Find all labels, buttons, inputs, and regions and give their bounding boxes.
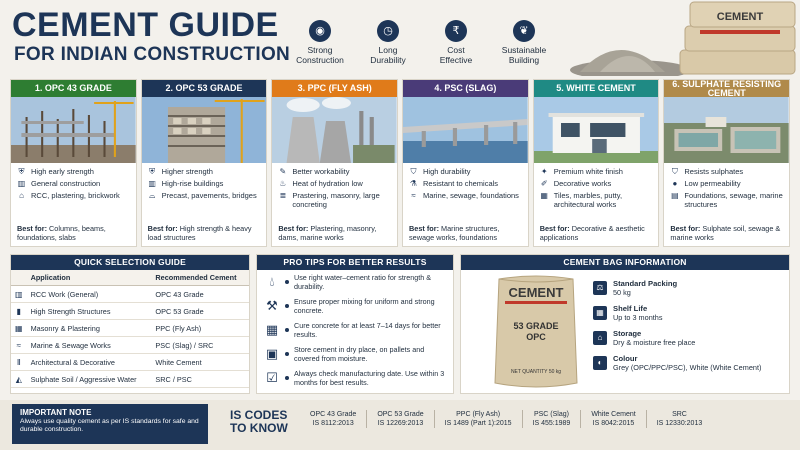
building-icon: ▥ bbox=[11, 286, 27, 303]
bridge-image bbox=[403, 97, 528, 163]
grade-card-title: 4. PSC (SLAG) bbox=[403, 80, 528, 97]
panel-title: PRO TIPS FOR BETTER RESULTS bbox=[257, 255, 453, 270]
water-drop-icon: 💧︎ bbox=[269, 274, 275, 289]
is-code-item: OPC 43 Grade IS 8112:2013 bbox=[310, 411, 357, 427]
clock-icon: ◷ bbox=[377, 20, 399, 42]
is-code-item: SRC IS 12330:2013 bbox=[646, 410, 713, 428]
calendar-icon: ▦ bbox=[265, 322, 279, 337]
table-row: Ⅱ Architectural & Decorative White Cement bbox=[11, 354, 249, 371]
table-row: ▥ RCC Work (General) OPC 43 Grade bbox=[11, 286, 249, 303]
feature-cost-effective: ₹ Cost Effective bbox=[426, 20, 486, 65]
storage-icon: ▣ bbox=[265, 346, 279, 361]
tile-icon: ▦ bbox=[540, 191, 548, 200]
tower-icon: ▮ bbox=[11, 303, 27, 320]
shield-icon: ⛉ bbox=[671, 167, 678, 176]
mixer-icon: ⚒ bbox=[266, 298, 278, 313]
bag-brand: CEMENT bbox=[508, 285, 564, 300]
flask-icon: ⚗ bbox=[409, 179, 418, 188]
best-for: Best for: Plastering, masonry, dams, marine works bbox=[278, 224, 377, 242]
building-icon: ▥ bbox=[148, 179, 156, 188]
is-code-item: PSC (Slag) IS 455:1989 bbox=[522, 410, 581, 428]
weight-icon: ⚖ bbox=[593, 281, 607, 295]
grade-card-sulphate-resisting: 6. SULPHATE RESISTING CEMENT ⛉ Resists sulphates ● Low permeability ▤ Foundations, sewage, marine structures Best for: Sulphate soil, sewage & marine works bbox=[663, 79, 790, 247]
grade-card-ppc: 3. PPC (FLY ASH) ✎ Better workability ♨ Heat of hydration low ≣ Prastering, masonry, large concreting Best for: Plastering, masonry, dams, marine works bbox=[271, 79, 398, 247]
table-row: ≈ Marine & Sewage Works PSC (Slag) / SRC bbox=[11, 337, 249, 354]
bag-info-item: ⚖ Standard Packing 50 kg bbox=[593, 279, 785, 297]
best-for: Best for: High strength & heavy load structures bbox=[147, 224, 252, 242]
bag-quantity: NET QUANTITY 50 kg bbox=[510, 369, 562, 375]
best-for: Best for: Decorative & aesthetic applications bbox=[539, 224, 645, 242]
highrise-construction-image bbox=[142, 97, 267, 163]
construction-site-image bbox=[11, 97, 136, 163]
shield-icon: ⛉ bbox=[410, 167, 417, 176]
tip-item: 💧︎ Use right water–cement ratio for strength & durability. bbox=[257, 270, 453, 294]
grade-card-title: 1. OPC 43 GRADE bbox=[11, 80, 136, 97]
grade-card-title: 2. OPC 53 GRADE bbox=[142, 80, 267, 97]
feature-badges bbox=[290, 20, 554, 65]
grade-card-white-cement: 5. WHITE CEMENT ✦ Premium white finish ✐ Decorative works ▦ Tiles, marbles, putty, architectural works Best for: Decorative & aesthetic applications bbox=[533, 79, 660, 247]
bag-label-text: CEMENT bbox=[716, 11, 764, 23]
is-code-item: PPC (Fly Ash) IS 1489 (Part 1):2015 bbox=[434, 410, 522, 428]
brick-icon: ▦ bbox=[11, 320, 27, 337]
foundation-icon: ▤ bbox=[671, 191, 679, 200]
bag-info-list bbox=[593, 279, 785, 379]
grade-cards bbox=[10, 79, 790, 247]
grade-card-opc43: 1. OPC 43 GRADE ⛨ High early strength ▥ General construction ⌂ RCC, plastering, brickwork Best for: Columns, beams, foundations, slabs bbox=[10, 79, 137, 247]
feature-sustainable-building: ❦ Sustainable Building bbox=[494, 20, 554, 65]
important-note: IMPORTANT NOTE Always use quality cement as per IS standards for safe and durable construction. bbox=[12, 404, 208, 444]
warehouse-icon: ⌂ bbox=[593, 331, 607, 345]
is-code-item: White Cement IS 8042:2015 bbox=[580, 410, 645, 428]
strength-icon: ⛨ bbox=[149, 167, 156, 176]
grade-card-opc53: 2. OPC 53 GRADE ⛨ Higher strength ▥ High-rise buildings ⌓ Precast, pavements, bridges Best for: High strength & heavy load structures bbox=[141, 79, 268, 247]
feature-long-durability: ◷ Long Durability bbox=[358, 20, 418, 65]
is-codes-heading: IS CODES TO KNOW bbox=[230, 408, 288, 435]
layers-icon: ≣ bbox=[279, 191, 287, 200]
house-icon: ⌂ bbox=[19, 191, 24, 200]
cement-bag-information bbox=[460, 254, 790, 394]
drop-icon: ● bbox=[672, 179, 678, 188]
power-plant-image bbox=[272, 97, 397, 163]
page-title: CEMENT GUIDE bbox=[12, 6, 279, 44]
building-icon: ▥ bbox=[17, 179, 26, 188]
header bbox=[0, 0, 800, 76]
bag-info-item: ⌂ Storage Dry & moisture free place bbox=[593, 329, 785, 347]
table-row: ▮ High Strength Structures OPC 53 Grade bbox=[11, 303, 249, 320]
quick-selection-guide bbox=[10, 254, 250, 394]
globe-icon: ◉ bbox=[309, 20, 331, 42]
white-villa-image bbox=[534, 97, 659, 163]
tip-item: ▣ Store cement in dry place, on pallets and covered from moisture. bbox=[257, 342, 453, 366]
footer bbox=[0, 400, 800, 450]
panel-title: CEMENT BAG INFORMATION bbox=[461, 255, 789, 270]
check-date-icon: ☑ bbox=[266, 370, 278, 385]
panel-title: QUICK SELECTION GUIDE bbox=[11, 255, 249, 270]
column-icon: Ⅱ bbox=[11, 354, 27, 371]
pro-tips bbox=[256, 254, 454, 394]
grade-card-psc: 4. PSC (SLAG) ⛉ High durability ⚗ Resistant to chemicals ≈ Marine, sewage, foundations Best for: Marine structures, sewage works, foundations bbox=[402, 79, 529, 247]
brush-icon: ✐ bbox=[540, 179, 548, 188]
calendar-icon: ▦ bbox=[593, 306, 607, 320]
palette-icon: ◐ bbox=[593, 356, 607, 370]
table-row: ▦ Masonry & Plastering PPC (Fly Ash) bbox=[11, 320, 249, 337]
tip-item: ☑ Always check manufacturing date. Use within 3 months for best results. bbox=[257, 366, 453, 390]
tip-item: ⚒ Ensure proper mixing for uniform and strong concrete. bbox=[257, 294, 453, 318]
leaf-icon: ❦ bbox=[513, 20, 535, 42]
rupee-icon: ₹ bbox=[445, 20, 467, 42]
feature-strong-construction: ◉ Strong Construction bbox=[290, 20, 350, 65]
strength-icon: ⛨ bbox=[18, 167, 25, 176]
table-row: ◭ Sulphate Soil / Aggressive Water SRC / PSC bbox=[11, 371, 249, 388]
best-for: Best for: Sulphate soil, sewage & marine works bbox=[670, 224, 781, 242]
column-header-recommended: Recommended Cement bbox=[151, 270, 249, 286]
bridge-icon: ⌓ bbox=[149, 191, 156, 200]
treatment-plant-image bbox=[664, 97, 789, 163]
cement-bag-illustration bbox=[491, 273, 581, 391]
wave-icon: ≈ bbox=[411, 191, 416, 200]
is-code-item: OPC 53 Grade IS 12269:2013 bbox=[366, 410, 433, 428]
column-header-application: Application bbox=[27, 270, 152, 286]
star-icon: ✦ bbox=[540, 167, 548, 176]
best-for: Best for: Columns, beams, foundations, slabs bbox=[17, 224, 106, 242]
grade-card-title: 3. PPC (FLY ASH) bbox=[272, 80, 397, 97]
bag-info-item: ▦ Shelf Life Up to 3 months bbox=[593, 304, 785, 322]
bag-type: OPC bbox=[526, 332, 546, 342]
cement-bags-illustration bbox=[570, 0, 800, 76]
grade-card-title: 6. SULPHATE RESISTING CEMENT bbox=[664, 80, 789, 97]
wave-icon: ≈ bbox=[11, 337, 27, 354]
bag-info-item: ◐ Colour Grey (OPC/PPC/PSC), White (White Cement) bbox=[593, 354, 785, 372]
selection-table bbox=[11, 270, 249, 388]
page-subtitle: FOR INDIAN CONSTRUCTION bbox=[14, 44, 291, 65]
is-codes-list bbox=[300, 410, 712, 428]
tip-item: ▦ Cure concrete for at least 7–14 days for better results. bbox=[257, 318, 453, 342]
soil-icon: ◭ bbox=[11, 371, 27, 388]
wrench-icon: ✎ bbox=[279, 167, 287, 176]
thermometer-icon: ♨ bbox=[279, 179, 287, 188]
best-for: Best for: Marine structures, sewage works, foundations bbox=[409, 224, 500, 242]
bag-grade: 53 GRADE bbox=[513, 321, 559, 331]
grade-card-title: 5. WHITE CEMENT bbox=[534, 80, 659, 97]
